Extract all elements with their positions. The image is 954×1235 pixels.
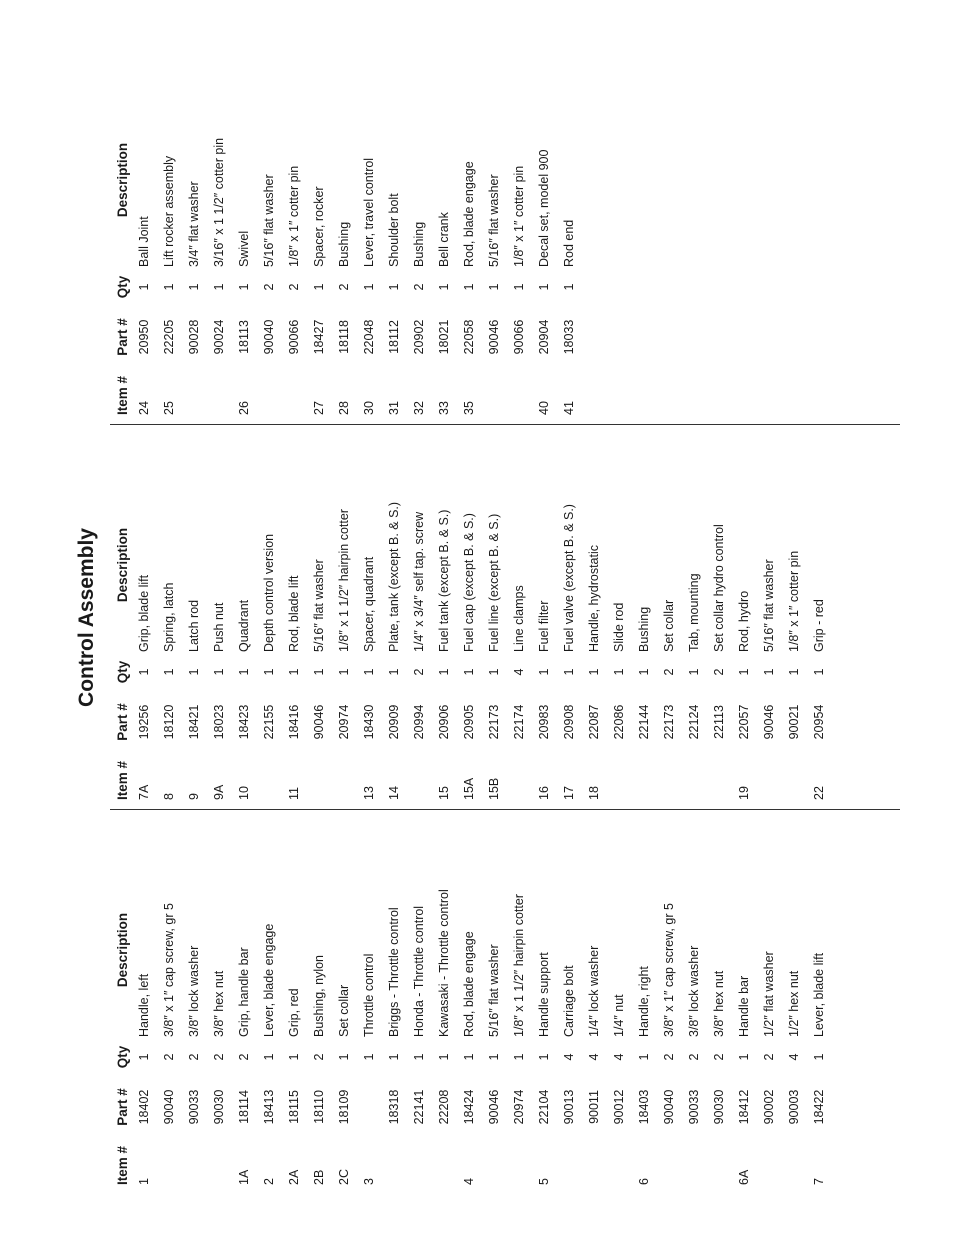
cell-desc: Decal set, model 900 [537,149,551,267]
cell-part: 18120 [162,704,176,740]
cell-item: 26 [237,401,251,415]
cell-item: 35 [462,401,476,415]
cell-item: 40 [537,401,551,415]
cell-qty: 2 [712,1053,726,1061]
cell-item: 32 [412,401,426,415]
cell-part: 18115 [287,1090,301,1124]
cell-qty: 1 [212,283,226,291]
cell-desc: Lever, blade lift [812,952,826,1037]
cell-desc: Rod, blade lift [287,575,301,652]
cell-qty: 2 [687,1053,701,1061]
cell-item: 2 [262,1178,276,1185]
cell-item: 8 [162,793,176,800]
cell-part: 22113 [712,705,726,739]
cell-desc: Swivel [237,230,251,267]
cell-qty: 1 [462,668,476,676]
cell-part: 90003 [787,1089,801,1125]
cell-qty: 1 [637,668,651,676]
cell-desc: 3/8″ lock washer [687,945,701,1037]
cell-part: 20902 [412,319,426,355]
cell-part: 90066 [512,319,526,355]
cell-part: 18402 [137,1089,151,1125]
cell-qty: 1 [387,668,401,676]
cell-qty: 4 [612,1053,626,1061]
cell-part: 18412 [737,1089,751,1125]
cell-desc: Tab, mounting [687,573,701,652]
header-qty: Qty [115,660,130,684]
cell-desc: Handle support [537,952,551,1037]
cell-qty: 1 [362,668,376,676]
cell-desc: Quadrant [237,599,251,652]
cell-part: 90012 [612,1089,626,1125]
cell-part: 18109 [337,1089,351,1125]
cell-desc: Spacer, rocker [312,186,326,267]
cell-part: 90033 [687,1089,701,1125]
cell-desc: 1/4″ lock washer [587,945,601,1037]
cell-desc: 3/8″ x 1″ cap screw, gr 5 [662,903,676,1037]
cell-desc: Rod, blade engage [462,161,476,267]
cell-desc: 3/8″ hex nut [712,970,726,1037]
cell-desc: Briggs - Throttle control [387,907,401,1037]
cell-part: 18413 [262,1089,276,1125]
cell-part: 18110 [312,1090,326,1124]
cell-desc: Spring, latch [162,582,176,652]
header-desc: Description [115,912,130,988]
cell-qty: 2 [762,1053,776,1061]
cell-part: 22173 [487,704,501,740]
cell-desc: Lever, blade engage [262,923,276,1037]
cell-qty: 4 [512,668,526,676]
cell-part: 20906 [437,704,451,740]
cell-qty: 1 [762,668,776,676]
cell-part: 18118 [337,320,351,354]
cell-desc: Grip, handle bar [237,947,251,1037]
cell-desc: Grip - red [812,599,826,652]
cell-item: 33 [437,401,451,415]
header-qty: Qty [115,1045,130,1069]
column-divider [110,809,900,810]
cell-part: 20950 [137,319,151,355]
cell-qty: 2 [287,283,301,291]
cell-part: 20905 [462,704,476,740]
cell-desc: 3/4″ flat washer [187,181,201,267]
cell-part: 18416 [287,704,301,740]
cell-qty: 1 [287,1053,301,1061]
cell-qty: 1 [487,1053,501,1061]
header-part: Part # [115,1088,130,1126]
cell-qty: 4 [587,1053,601,1061]
cell-qty: 2 [312,1053,326,1061]
cell-qty: 1 [537,668,551,676]
cell-desc: Shoulder bolt [387,193,401,267]
column-divider [110,424,900,425]
cell-item: 2A [287,1169,301,1185]
cell-qty: 1 [537,283,551,291]
cell-part: 90046 [487,319,501,355]
cell-qty: 2 [187,1053,201,1061]
header-qty: Qty [115,275,130,299]
cell-desc: 1/8″ x 1 1/2″ hairpin cotter [337,509,351,652]
cell-desc: Handle, right [637,966,651,1037]
cell-part: 18033 [562,319,576,355]
cell-desc: 1/4″ nut [612,994,626,1037]
cell-qty: 1 [612,668,626,676]
cell-desc: 3/16″ x 1 1/2″ cotter pin [212,137,226,267]
cell-item: 17 [562,786,576,800]
cell-part: 20954 [812,704,826,740]
cell-desc: 1/2″ flat washer [762,951,776,1037]
cell-qty: 1 [812,668,826,676]
cell-item: 25 [162,401,176,415]
cell-qty: 1 [562,668,576,676]
cell-item: 28 [337,401,351,415]
cell-qty: 2 [337,283,351,291]
cell-part: 22048 [362,319,376,355]
cell-qty: 2 [162,1053,176,1061]
cell-qty: 1 [187,668,201,676]
cell-item: 18 [587,786,601,800]
cell-part: 90011 [587,1090,601,1124]
cell-desc: Line clamps [512,585,526,652]
cell-qty: 1 [687,668,701,676]
cell-qty: 1 [187,283,201,291]
cell-desc: 5/16″ flat washer [487,944,501,1037]
cell-part: 18422 [812,1089,826,1125]
cell-desc: 1/4″ x 3/4″ self tap. screw [412,511,426,652]
cell-part: 20909 [387,704,401,740]
cell-qty: 1 [137,1053,151,1061]
cell-part: 22086 [612,704,626,740]
cell-part: 90046 [762,704,776,740]
cell-desc: Fuel tank (except B. & S.) [437,509,451,652]
cell-item: 13 [362,786,376,800]
cell-desc: Grip, blade lift [137,574,151,652]
cell-qty: 1 [362,1053,376,1061]
cell-desc: Handle, hydrostatic [587,544,601,652]
cell-desc: Rod end [562,219,576,267]
cell-item: 19 [737,786,751,800]
cell-qty: 1 [337,1053,351,1061]
cell-desc: 1/8″ x 1″ cotter pin [512,165,526,267]
cell-desc: 5/16″ flat washer [762,559,776,652]
cell-item: 15A [462,777,476,800]
cell-qty: 1 [412,1053,426,1061]
cell-qty: 1 [387,283,401,291]
cell-desc: 1/8″ x 1 1/2″ hairpin cotter [512,894,526,1037]
cell-part: 20994 [412,704,426,740]
cell-qty: 1 [437,668,451,676]
header-part: Part # [115,318,130,356]
cell-part: 22208 [437,1089,451,1125]
cell-qty: 2 [212,1053,226,1061]
cell-part: 90040 [262,319,276,355]
cell-desc: Slide rod [612,602,626,652]
cell-item: 30 [362,401,376,415]
cell-part: 90030 [712,1089,726,1125]
cell-desc: 1/2″ hex nut [787,970,801,1037]
cell-part: 18114 [237,1090,251,1124]
cell-desc: Depth control version [262,533,276,652]
cell-item: 1A [237,1169,251,1185]
cell-part: 18430 [362,704,376,740]
cell-qty: 1 [487,668,501,676]
cell-qty: 1 [337,668,351,676]
cell-part: 20983 [537,704,551,740]
cell-part: 18112 [387,320,401,354]
cell-part: 90046 [312,704,326,740]
cell-qty: 1 [237,283,251,291]
cell-part: 20974 [512,1089,526,1125]
cell-part: 18421 [187,704,201,740]
cell-desc: Bushing [412,221,426,267]
cell-qty: 1 [387,1053,401,1061]
cell-desc: Bell crank [437,212,451,267]
cell-part: 22087 [587,704,601,740]
header-item: Item # [115,1145,130,1185]
cell-part: 18424 [462,1089,476,1125]
cell-part: 90002 [762,1089,776,1125]
cell-qty: 1 [437,1053,451,1061]
cell-qty: 1 [137,668,151,676]
cell-item: 6 [637,1178,651,1185]
cell-qty: 1 [437,283,451,291]
cell-qty: 1 [312,668,326,676]
cell-desc: Set collar [662,599,676,652]
cell-desc: Set collar [337,984,351,1037]
cell-desc: 5/16″ flat washer [312,559,326,652]
cell-desc: Fuel cap (except B. & S.) [462,513,476,652]
cell-desc: Grip, red [287,988,301,1037]
cell-part: 18403 [637,1089,651,1125]
cell-qty: 1 [362,283,376,291]
cell-qty: 2 [412,283,426,291]
cell-desc: Kawasaki - Throttle control [437,889,451,1037]
cell-part: 19256 [137,704,151,740]
cell-part: 22058 [462,319,476,355]
cell-part: 90030 [212,1089,226,1125]
cell-qty: 2 [662,1053,676,1061]
cell-desc: Ball Joint [137,216,151,267]
cell-desc: Push nut [212,602,226,652]
cell-qty: 1 [462,283,476,291]
cell-desc: 5/16″ flat washer [487,174,501,267]
cell-part: 20974 [337,704,351,740]
cell-desc: Fuel valve (except B. & S.) [562,504,576,652]
cell-item: 41 [562,401,576,415]
cell-qty: 1 [237,668,251,676]
cell-qty: 1 [787,668,801,676]
cell-item: 9A [212,784,226,800]
cell-desc: Rod, hydro [737,590,751,652]
cell-item: 1 [137,1178,151,1185]
cell-item: 14 [387,786,401,800]
cell-desc: 5/16″ flat washer [262,174,276,267]
cell-qty: 1 [562,283,576,291]
cell-desc: Latch rod [187,599,201,652]
header-part: Part # [115,703,130,741]
cell-desc: Honda - Throttle control [412,905,426,1037]
cell-part: 90024 [212,319,226,355]
cell-part: 22144 [637,704,651,740]
cell-part: 22057 [737,704,751,740]
cell-qty: 1 [637,1053,651,1061]
cell-part: 22104 [537,1089,551,1125]
cell-desc: 3/8″ lock washer [187,945,201,1037]
cell-qty: 4 [562,1053,576,1061]
cell-item: 2C [337,1169,351,1185]
cell-desc: Lift rocker assembly [162,155,176,267]
cell-qty: 2 [237,1053,251,1061]
cell-item: 6A [737,1169,751,1185]
cell-desc: 3/8″ hex nut [212,970,226,1037]
cell-qty: 1 [737,668,751,676]
header-item: Item # [115,760,130,800]
cell-part: 20908 [562,704,576,740]
cell-item: 7 [812,1178,826,1185]
cell-desc: Rod, blade engage [462,931,476,1037]
cell-qty: 1 [487,283,501,291]
header-desc: Description [115,527,130,603]
cell-part: 22205 [162,319,176,355]
cell-qty: 1 [537,1053,551,1061]
cell-qty: 1 [262,1053,276,1061]
cell-qty: 1 [287,668,301,676]
cell-part: 18021 [437,319,451,355]
cell-qty: 1 [137,283,151,291]
cell-part: 18023 [212,704,226,740]
cell-desc: Lever, travel control [362,157,376,267]
cell-desc: 1/8″ x 1″ cotter pin [287,165,301,267]
header-desc: Description [115,142,130,218]
cell-item: 2B [312,1169,326,1185]
cell-part: 18427 [312,319,326,355]
cell-qty: 1 [212,668,226,676]
cell-item: 5 [537,1178,551,1185]
cell-desc: Set collar hydro control [712,524,726,652]
cell-desc: 1/8″ x 1″ cotter pin [787,550,801,652]
cell-part: 90013 [562,1089,576,1125]
cell-part: 90040 [662,1089,676,1125]
cell-qty: 2 [412,668,426,676]
cell-part: 22173 [662,704,676,740]
cell-desc: Plate, tank (except B. & S.) [387,501,401,652]
cell-desc: Handle, left [137,973,151,1037]
cell-part: 22141 [412,1089,426,1125]
cell-item: 24 [137,401,151,415]
cell-qty: 2 [712,668,726,676]
cell-item: 7A [137,784,151,800]
cell-item: 16 [537,786,551,800]
cell-desc: Bushing [337,221,351,267]
cell-part: 22155 [262,704,276,740]
page-title: Control Assembly [75,528,98,707]
cell-desc: Bushing, nylon [312,954,326,1037]
cell-item: 4 [462,1178,476,1185]
cell-item: 15 [437,786,451,800]
cell-desc: 3/8″ x 1″ cap screw, gr 5 [162,903,176,1037]
cell-part: 90021 [787,704,801,740]
cell-part: 22124 [687,704,701,740]
cell-qty: 1 [512,283,526,291]
cell-qty: 1 [737,1053,751,1061]
cell-part: 18423 [237,704,251,740]
cell-qty: 4 [787,1053,801,1061]
cell-qty: 1 [587,668,601,676]
cell-part: 18113 [237,320,251,354]
cell-qty: 1 [262,668,276,676]
cell-item: 31 [387,401,401,415]
cell-item: 27 [312,401,326,415]
cell-desc: Bushing [637,606,651,652]
header-item: Item # [115,375,130,415]
cell-item: 10 [237,786,251,800]
cell-desc: Fuel filter [537,600,551,652]
cell-part: 90028 [187,319,201,355]
cell-part: 20904 [537,319,551,355]
cell-desc: Carriage bolt [562,965,576,1037]
cell-item: 3 [362,1178,376,1185]
cell-desc: Throttle control [362,953,376,1037]
cell-part: 18318 [387,1089,401,1125]
cell-part: 90066 [287,319,301,355]
cell-desc: Handle bar [737,975,751,1037]
cell-qty: 1 [312,283,326,291]
cell-part: 90046 [487,1089,501,1125]
cell-qty: 1 [812,1053,826,1061]
cell-item: 15B [487,777,501,800]
cell-part: 90040 [162,1089,176,1125]
cell-part: 90033 [187,1089,201,1125]
cell-desc: Fuel line (except B. & S.) [487,513,501,652]
cell-qty: 2 [662,668,676,676]
cell-qty: 1 [462,1053,476,1061]
cell-desc: Spacer, quadrant [362,556,376,652]
cell-qty: 1 [162,283,176,291]
cell-item: 11 [287,787,301,800]
cell-item: 22 [812,786,826,800]
cell-item: 9 [187,793,201,800]
cell-part: 22174 [512,704,526,740]
cell-qty: 1 [162,668,176,676]
cell-qty: 2 [262,283,276,291]
cell-qty: 1 [512,1053,526,1061]
